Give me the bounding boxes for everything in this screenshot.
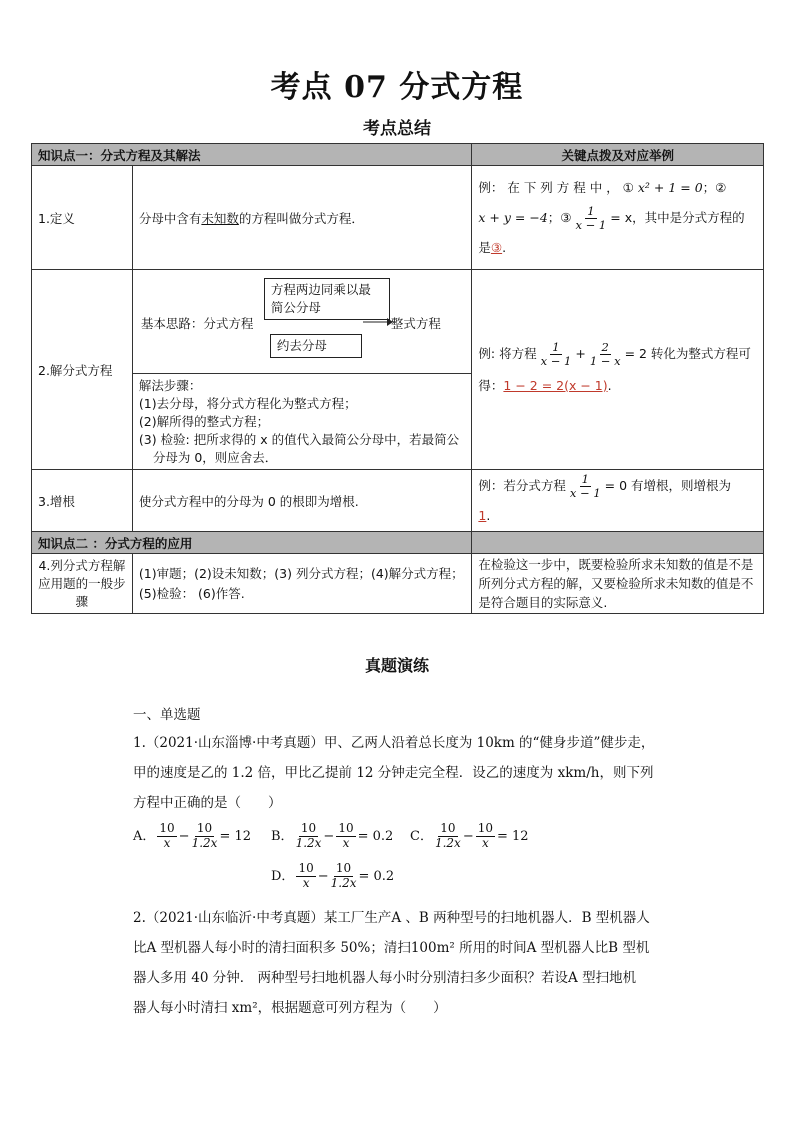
arrow-icon <box>363 317 393 327</box>
summary-table <box>31 143 764 614</box>
header-left: 知识点一：分式方程及其解法 <box>32 144 472 166</box>
q1-line2: 甲的速度是乙的 1.2 倍，甲比乙提前 12 分钟走完全程．设乙的速度为 xkm/h，则下列 <box>133 765 654 781</box>
row-label: 4.列分式方程解应用题的一般步骤 <box>32 554 133 614</box>
row-flow <box>132 270 472 374</box>
row-steps: 解法步骤： (1)去分母，将分式方程化为整式方程； (2)解所得的整式方程； (3) 检验: 把所求得的 x 的值代入最简公分母中，若最简公分母为 0，则应舍去． <box>132 374 472 470</box>
q2-line2: 比A 型机器人每小时的清扫面积多 50%；清扫100m² 所用的时间A 型机器人比B 型机 <box>133 940 650 956</box>
q2-line3: 器人多用 40 分钟． 两种型号扫地机器人每小时分别清扫多少面积？若设A 型扫地机 <box>133 970 637 986</box>
flow-box-cancel: 约去分母 <box>270 334 362 358</box>
page-subtitle: 考点总结 <box>363 119 431 139</box>
header-right: 关键点拨及对应举例 <box>472 144 764 166</box>
q1-line1: 1.（2021·山东淄博·中考真题）甲、乙两人沿着总长度为 10km 的“健身步道”健步走， <box>133 735 655 751</box>
row-example: 例: 将方程 $\frac{1}{x - 1}$ + $\frac{2}{1 - x}$ = 2 转化为整式方程可 得：1 − 2 = 2(x − 1). <box>472 270 764 470</box>
row-label: 1.定义 <box>32 166 133 270</box>
row-content: 使分式方程中的分母为 0 的根即为增根. <box>132 470 472 532</box>
q2-line1: 2.（2021·山东临沂·中考真题）某工厂生产A 、B 两种型号的扫地机器人．B 型机器人 <box>133 910 650 926</box>
table-row <box>32 470 764 532</box>
table-header-1 <box>32 144 764 166</box>
header-left: 知识点二 ：分式方程的应用 <box>32 532 472 554</box>
row-example: 例： 在 下 列 方 程 中 ， ① x² + 1 = 0；② x + y = −4；③ $\frac{1}{x - 1}$ = x，其中是分式方程的 是③. <box>472 166 764 270</box>
flow-diagram: 基本思路：分式方程 方程两边同乘以最简公分母 整式方程 约去分母 <box>133 272 472 372</box>
answer: 1 − 2 = 2(x − 1) <box>503 377 608 393</box>
row-note: 在检验这一步中，既要检验所求未知数的值是不是所列分式方程的解，又要检验所求未知数的值是不是符合题目的实际意义. <box>472 554 764 614</box>
part-title: 一、单选题 <box>133 707 201 723</box>
table-row <box>32 554 764 614</box>
option-b[interactable]: B． $\frac{10}{1.2x}$ − $\frac{10}{x}$ = 0.2 <box>271 821 394 850</box>
option-c[interactable]: C． $\frac{10}{1.2x}$ − $\frac{10}{x}$ = 12 <box>410 821 529 850</box>
row-label: 3.增根 <box>32 470 133 532</box>
section-title: 真题演练 <box>364 656 429 675</box>
row-label: 2.解分式方程 <box>32 270 133 470</box>
table-header-2 <box>32 532 764 554</box>
q1-line3: 方程中正确的是（ ） <box>133 795 282 811</box>
table-row <box>32 166 764 270</box>
row-content: (1)审题；(2)设未知数；(3) 列分式方程；(4)解分式方程；(5)检验： (6)作答. <box>132 554 472 614</box>
row-content: 分母中含有未知数的方程叫做分式方程． <box>132 166 472 270</box>
option-a[interactable]: A． $\frac{10}{x}$ − $\frac{10}{1.2x}$ = 12 <box>133 821 252 850</box>
q2-line4: 器人每小时清扫 xm²，根据题意可列方程为（ ） <box>133 1000 447 1016</box>
answer: ③ <box>490 239 503 255</box>
flow-box-multiply: 方程两边同乘以最简公分母 <box>264 278 390 320</box>
row-example: 例：若分式方程 $\frac{1}{x - 1}$ = 0 有增根，则增根为 1. <box>472 470 764 532</box>
answer: 1 <box>478 507 487 523</box>
table-row <box>32 270 764 374</box>
page-title: 考点 07 分式方程 <box>270 70 524 105</box>
option-d[interactable]: D． $\frac{10}{x}$ − $\frac{10}{1.2x}$ = 0.2 <box>271 861 395 890</box>
